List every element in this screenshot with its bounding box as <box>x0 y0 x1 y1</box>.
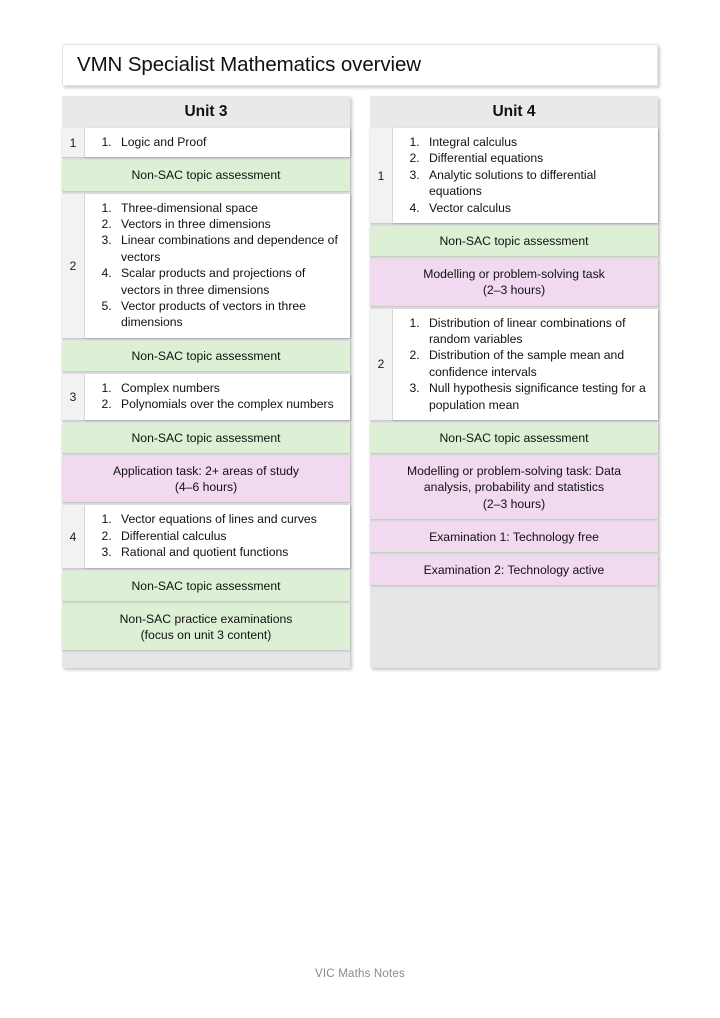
banner-text-line: Application task: 2+ areas of study <box>113 464 299 479</box>
topic-number: 2 <box>62 194 84 338</box>
topic-list-item: 4. Scalar products and projections of vectors in three dimensions <box>115 265 342 298</box>
topic-list <box>397 134 650 216</box>
topic-list-item: 3. Analytic solutions to differential equations <box>423 167 650 200</box>
page-title-bar <box>62 44 658 86</box>
banner-text-line: Non-SAC topic assessment <box>131 430 281 445</box>
assessment-banner-row <box>370 226 658 256</box>
unit-column <box>370 96 658 668</box>
assessment-banner-row <box>370 456 658 519</box>
banner-text-line: Non-SAC topic assessment <box>439 431 589 446</box>
topic-row <box>62 128 350 157</box>
banner-text <box>113 463 299 495</box>
topic-content <box>84 374 350 420</box>
banner-text <box>407 463 621 512</box>
topic-list-item: 1. Vector equations of lines and curves <box>115 511 342 527</box>
banner-text-line: (4–6 hours) <box>174 480 238 495</box>
assessment-banner-row <box>370 522 658 552</box>
topic-list <box>89 200 342 331</box>
banner-text <box>439 430 588 446</box>
banner-text-line: Modelling or problem-solving task <box>423 267 605 282</box>
banner-text-line: Non-SAC topic assessment <box>439 234 589 249</box>
banner-text <box>131 430 280 446</box>
banner-text-line: Non-SAC topic assessment <box>131 578 281 593</box>
topic-list-item: 1. Logic and Proof <box>115 134 342 150</box>
topic-row <box>370 128 658 223</box>
blank-spacer-row <box>62 653 350 667</box>
topic-content <box>84 505 350 567</box>
page-title: VMN Specialist Mathematics overview <box>77 53 421 76</box>
topic-list <box>397 315 650 413</box>
assessment-banner-row <box>62 341 350 371</box>
topic-number: 1 <box>370 128 392 223</box>
assessment-banner-row <box>62 604 350 650</box>
topic-number: 4 <box>62 505 84 567</box>
topic-list-item: 1. Integral calculus <box>423 134 650 150</box>
topic-list-item: 3. Rational and quotient functions <box>115 544 342 560</box>
topic-list-item: 2. Differential calculus <box>115 528 342 544</box>
banner-text-line: Non-SAC topic assessment <box>131 348 281 363</box>
topic-content <box>84 128 350 157</box>
banner-text-line: (2–3 hours) <box>482 283 546 298</box>
topic-row <box>62 374 350 420</box>
banner-text <box>131 348 280 364</box>
topic-list-item: 1. Three-dimensional space <box>115 200 342 216</box>
blank-spacer-row <box>370 588 658 668</box>
banner-text-line: Non-SAC topic assessment <box>131 168 281 183</box>
assessment-banner-row <box>370 555 658 585</box>
topic-list-item: 3. Null hypothesis significance testing for a population mean <box>423 380 650 413</box>
unit-header: Unit 4 <box>370 96 658 128</box>
topic-list-item: 5. Vector products of vectors in three dimensions <box>115 298 342 331</box>
topic-number: 2 <box>370 309 392 420</box>
assessment-banner-row <box>62 160 350 190</box>
topic-list-item: 1. Distribution of linear combinations of random variables <box>423 315 650 348</box>
topic-list-item: 4. Vector calculus <box>423 200 650 216</box>
banner-text-line: (2–3 hours) <box>482 496 546 511</box>
topic-list-item: 1. Complex numbers <box>115 380 342 396</box>
banner-text <box>423 266 605 298</box>
topic-list-item: 2. Distribution of the sample mean and confidence intervals <box>423 347 650 380</box>
banner-text <box>424 562 605 578</box>
banner-text-line: Non-SAC practice examinations <box>119 611 293 626</box>
assessment-banner-row <box>370 423 658 453</box>
topic-row <box>62 505 350 567</box>
unit-header: Unit 3 <box>62 96 350 128</box>
topic-list-item: 3. Linear combinations and dependence of vectors <box>115 232 342 265</box>
topic-number: 1 <box>62 128 84 157</box>
unit-column <box>62 96 350 668</box>
topic-list-item: 2. Polynomials over the complex numbers <box>115 396 342 412</box>
banner-text <box>439 233 588 249</box>
topic-list-item: 2. Vectors in three dimensions <box>115 216 342 232</box>
page-footer: VIC Maths Notes <box>315 968 405 980</box>
topic-row <box>370 309 658 420</box>
banner-text-line: (focus on unit 3 content) <box>140 628 272 643</box>
banner-text-line: Examination 2: Technology active <box>423 563 605 578</box>
banner-text-line: Modelling or problem-solving task: Data <box>406 464 622 479</box>
topic-list-item: 2. Differential equations <box>423 150 650 166</box>
assessment-banner-row <box>62 456 350 502</box>
topic-list <box>89 511 342 560</box>
topic-list <box>89 380 342 413</box>
assessment-banner-row <box>370 259 658 305</box>
assessment-banner-row <box>62 571 350 601</box>
topic-number: 3 <box>62 374 84 420</box>
topic-row <box>62 194 350 338</box>
topic-content <box>392 309 658 420</box>
topic-content <box>84 194 350 338</box>
unit-columns <box>62 96 658 668</box>
banner-text <box>429 529 599 545</box>
topic-content <box>392 128 658 223</box>
banner-text <box>131 578 280 594</box>
topic-list <box>89 134 342 150</box>
banner-text <box>131 167 280 183</box>
banner-text-line: Examination 1: Technology free <box>429 529 599 544</box>
banner-text-line: analysis, probability and statistics <box>423 480 605 495</box>
assessment-banner-row <box>62 423 350 453</box>
banner-text <box>120 611 293 643</box>
